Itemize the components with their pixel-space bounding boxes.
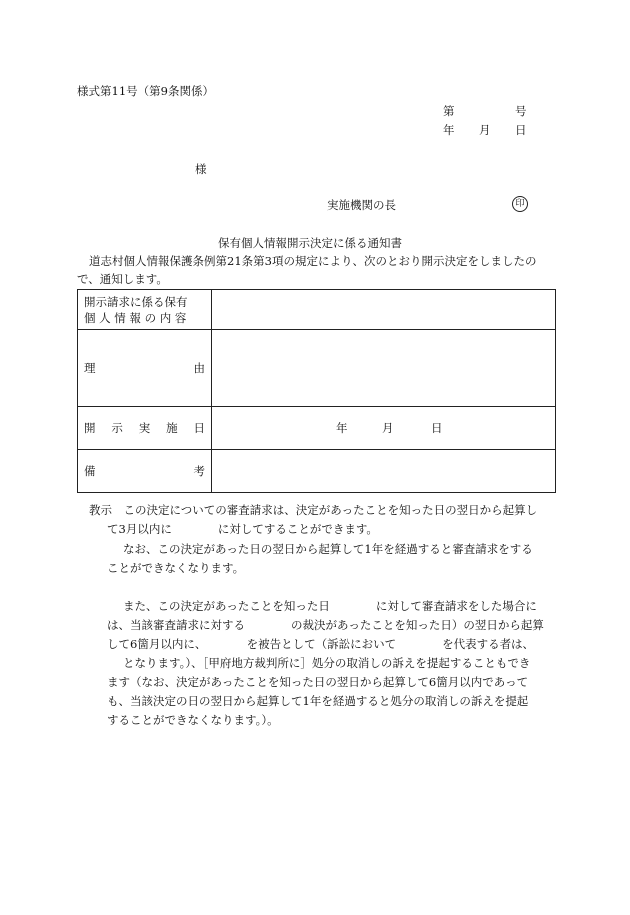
date-month-label: 月: [479, 123, 491, 137]
instruction-line8: となります。）、［甲府地方裁判所に］処分の取消しの訴えを提起することもでき: [123, 656, 531, 670]
instruction-line6: は、当該審査請求に対する の裁決があったことを知った日）の翌日から起算: [107, 618, 544, 632]
label-content: 開示請求に係る保有 個 人 情 報 の 内 容: [78, 290, 212, 330]
disclosure-date-field[interactable]: [212, 407, 556, 450]
date-year-label: 年: [443, 123, 455, 137]
table-row-date: [78, 407, 556, 450]
instruction-line1: 教示 この決定についての審査請求は、決定があったことを知った日の翌日から起算し: [89, 503, 538, 517]
form-number: 様式第11号（第9条関係）: [77, 84, 214, 98]
label-reason: 理 由: [78, 330, 212, 407]
disclosure-month-label: 月: [382, 421, 394, 435]
intro-text-line2: で、通知します。: [77, 272, 168, 286]
notice-table: [77, 289, 556, 493]
disclosure-year-label: 年: [336, 421, 348, 435]
table-row-remarks: [78, 450, 556, 493]
remarks-field[interactable]: [212, 450, 556, 493]
issuer-label: 実施機関の長: [327, 198, 396, 212]
instruction-line3: なお、この決定があった日の翌日から起算して1年を経過すると審査請求をする: [123, 542, 533, 556]
date-day-label: 日: [515, 123, 527, 137]
table-row-content: [78, 290, 556, 330]
number-suffix: 号: [515, 104, 527, 118]
intro-text-line1: 道志村個人情報保護条例第21条第3項の規定により、次のとおり開示決定をしましたの: [89, 254, 537, 268]
instruction-line10: も、当該決定の日の翌日から起算して1年を経過すると処分の取消しの訴えを提起: [107, 694, 529, 708]
instruction-line7: して6箇月以内に、 を被告として（訴訟において を代表する者は、: [107, 637, 535, 651]
instruction-line4: ことができなくなります。: [107, 561, 245, 575]
label-disclosure-date: 開 示 実 施 日: [78, 407, 212, 450]
content-field[interactable]: [212, 290, 556, 330]
label-remarks: 備 考: [78, 450, 212, 493]
instruction-line5: また、この決定があったことを知った日 に対して審査請求をした場合に: [123, 599, 537, 613]
table-row-reason: [78, 330, 556, 407]
addressee-suffix: 様: [195, 162, 207, 176]
disclosure-day-label: 日: [431, 421, 443, 435]
number-prefix: 第: [443, 104, 455, 118]
instruction-line2: て3月以内に に対してすることができます。: [107, 522, 378, 536]
instruction-line9: ます（なお、決定があったことを知った日の翌日から起算して6箇月以内であって: [107, 675, 529, 689]
document-title: 保有個人情報開示決定に係る通知書: [218, 236, 402, 250]
reason-field[interactable]: [212, 330, 556, 407]
instruction-line11: することができなくなります。）。: [107, 713, 279, 727]
seal-icon: 印: [512, 196, 528, 212]
